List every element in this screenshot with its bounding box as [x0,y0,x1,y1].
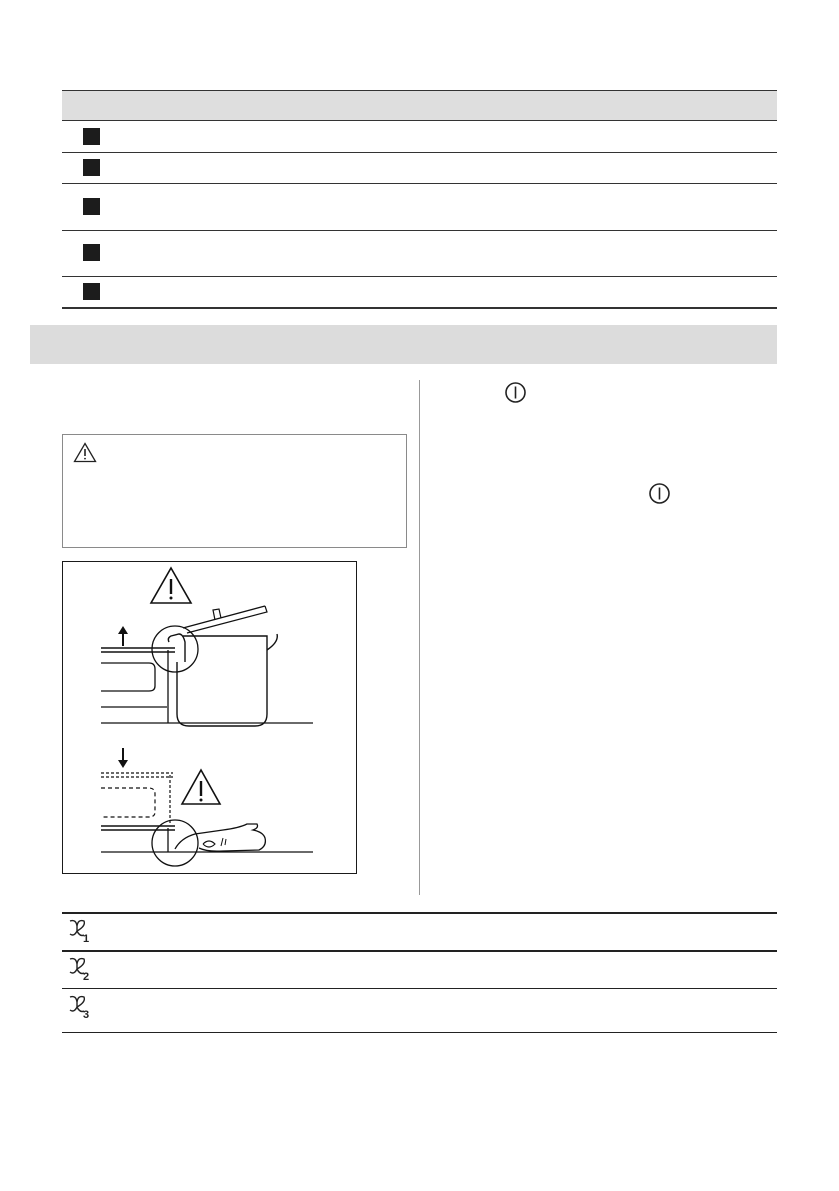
fan-row-divider [62,950,777,952]
column-divider [419,380,420,895]
row-marker-4 [83,244,100,261]
warning-box [62,434,407,548]
hob-lid-illustration [62,561,357,874]
fan-icon [66,956,94,982]
fan-level-2: 2 [83,971,90,982]
row-marker-3 [83,198,100,215]
row-marker-5 [83,283,100,300]
pot-lid-diagram [63,562,356,873]
table-row-divider [62,152,777,153]
fan-table-top-rule [62,912,777,914]
row-marker-2 [83,159,100,176]
table-row-divider [62,230,777,231]
up-arrow-icon [118,626,128,646]
warning-triangle-icon [73,442,97,463]
power-icon [504,381,527,404]
fan-icon [66,918,94,944]
fan-level-3: 3 [83,1009,90,1020]
table-bottom-rule [62,307,777,309]
fan-table-bottom-rule [62,1032,777,1033]
warning-triangle-icon [182,770,220,804]
down-arrow-icon [118,748,128,768]
power-icon [648,482,671,505]
table-row-divider [62,183,777,184]
fan-icon [66,994,94,1020]
row-marker-1 [83,128,100,145]
table-row-divider [62,276,777,277]
section-heading-band [30,325,777,364]
fan-level-1: 1 [83,933,90,944]
fan-row-divider [62,988,777,989]
table-header [62,90,777,121]
warning-triangle-icon [151,568,191,603]
